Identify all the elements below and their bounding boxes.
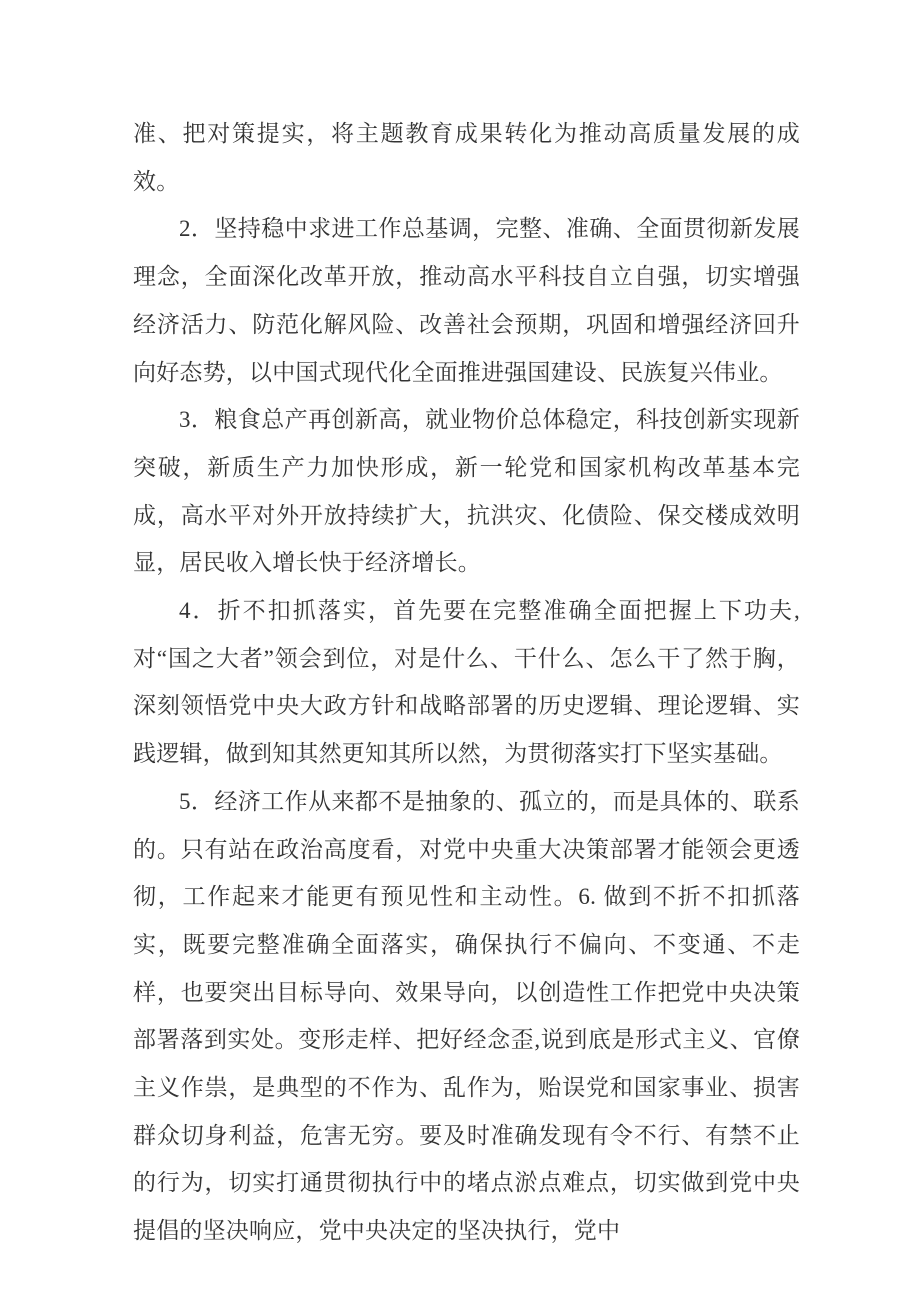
paragraph-item-5-6: 5．经济工作从来都不是抽象的、孤立的，而是具体的、联系的。只有站在政治高度看，对党中央重大决策部署才能领会更透彻，工作起来才能更有预见性和主动性。6. 做到不折不扣抓落实，既要完整准确全面落实，确保执行不偏向、不变通、不走样，也要突出目标导向、效果导向，以创造性工作把党中央决策部署落到实处。变形走样、把好经念歪,说到底是形式主义、官僚主义作祟，是典型的不作为、乱作为，贻误党和国家事业、损害群众切身利益，危害无穷。要及时准确发现有令不行、有禁不止的行为，切实打通贯彻执行中的堵点淤点难点，切实做到党中央提倡的坚决响应，党中央决定的坚决执行，党中 — [133, 788, 800, 1244]
paragraph-item-2: 2．坚持稳中求进工作总基调，完整、准确、全面贯彻新发展理念，全面深化改革开放，推动高水平科技自立自强，切实增强经济活力、防范化解风险、改善社会预期，巩固和增强经济回升向好态势，以中国式现代化全面推进强国建设、民族复兴伟业。 — [133, 216, 800, 385]
document-text-area — [133, 110, 800, 1255]
paragraph-item-3: 3．粮食总产再创新高，就业物价总体稳定，科技创新实现新突破，新质生产力加快形成，新一轮党和国家机构改革基本完成，高水平对外开放持续扩大，抗洪灾、化债险、保交楼成效明显，居民收入增长快于经济增长。 — [133, 407, 800, 576]
paragraph-continuation: 准、把对策提实，将主题教育成果转化为推动高质量发展的成效。 — [133, 121, 800, 194]
paragraph-item-4: 4．折不扣抓落实，首先要在完整准确全面把握上下功夫,对“国之大者”领会到位，对是什么、干什么、怎么干了然于胸，深刻领悟党中央大政方针和战略部署的历史逻辑、理论逻辑、实践逻辑，做到知其然更知其所以然，为贯彻落实打下坚实基础。 — [133, 598, 800, 767]
